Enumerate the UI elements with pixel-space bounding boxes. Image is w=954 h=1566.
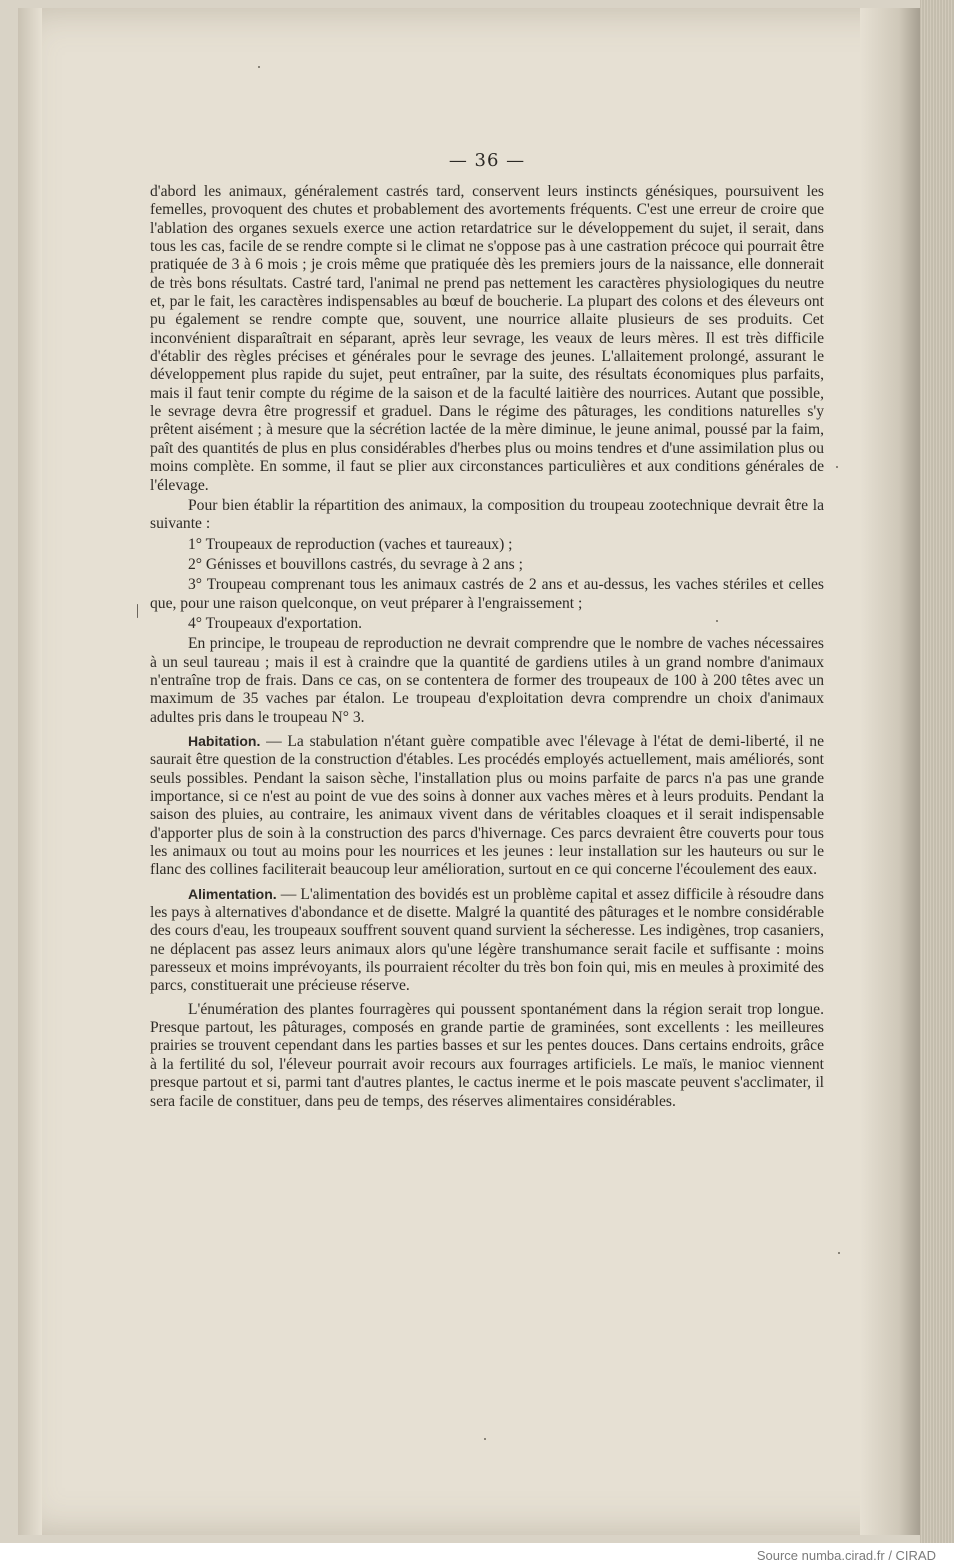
paragraph-forage-plants: L'énumération des plantes fourragères qui poussent spontanément dans la région serait trop longue. Presque partout, les pâturages, composés en grande partie de graminées, sont excellents : les meilleures prairies se trouvent cependant dans les parties basses et sur les pentes douces. Dans certains endroits, grâce à la fertilité du sol, l'éleveur pourrait avoir recours aux fourrages artificiels. Le maïs, le manioc viennent presque partout et si, parmi tant d'autres plantes, le cactus inerme et le pois mascate peuvent s'acclimater, il sera facile de constituer, dans peu de temps, des réserves alimentaires considérables. bbox=[150, 1000, 824, 1110]
habitation-text: — La stabulation n'étant guère compatible avec l'élevage à l'état de demi-liberté, il ne saurait être question de la construction d'étables. Les procédés employés actuellement, mais améliorés, sont seuls possibles. Pendant la saison sèche, l'installation plus ou moins parfaite de parcs n'a pas une grande importance, si ce n'est au point de vue des soins à donner aux vaches mères et à leurs produits. Pendant la saison des pluies, au contraire, les animaux vivent dans de véritables cloaques et il serait indispensable d'apporter plus de soin à la construction des parcs d'hivernage. Ces parcs devraient être couverts pour tous les animaux ou tout au moins pour les nourrices et les jeunes : leur installation sur les hauteurs ou sur le flanc des collines faciliterait beaucoup leur amélioration, surtout en ce qui concerne l'écoulement des eaux. bbox=[150, 732, 824, 879]
list-item-1: 1° Troupeaux de reproduction (vaches et taureaux) ; bbox=[188, 535, 513, 553]
paper-speck bbox=[484, 1438, 486, 1440]
paragraph-alimentation bbox=[150, 885, 824, 996]
source-credit: Source numba.cirad.fr / CIRAD bbox=[756, 1548, 936, 1563]
page-number: — 36 — bbox=[448, 150, 526, 171]
paper-speck bbox=[836, 466, 838, 468]
list-item-4: 4° Troupeaux d'exportation. bbox=[188, 614, 363, 632]
page-shadow-left bbox=[18, 8, 42, 1535]
paper-speck bbox=[258, 66, 260, 68]
alimentation-text: — L'alimentation des bovidés est un problème capital et assez difficile à résoudre dans les pays à alternatives d'abondance et de disette. Malgré la quantité des pâturages et le nombre considérable des cours d'eau, les troupeaux souffrent souvent quand survient la sécheresse. Les indigènes, trop casaniers, ne déplacent pas assez leurs animaux alors qu'une légère transhumance serait facile et suffisante : moins paresseux et moins imprévoyants, ils pourraient récolter du très bon foin qui, mis en meules à proximité des parcs, constituerait une précieuse réserve. bbox=[150, 885, 824, 995]
paragraph-reproduction-herd: En principe, le troupeau de reproduction ne devrait comprendre que le nombre de vaches nécessaires à un seul taureau ; mais il est à craindre que la quantité de gardiens utiles à un grand nombre d'animaux n'entraîne trop de frais. Dans ce cas, on se contentera de former des troupeaux de 100 à 200 têtes avec un maximum de 35 vaches par étalon. Le troupeau d'exploitation devra comprendre un choix d'animaux adultes pris dans le troupeau N° 3. bbox=[150, 635, 824, 726]
paper-mark bbox=[137, 604, 138, 618]
list-item-3: 3° Troupeau comprenant tous les animaux castrés de 2 ans et au-dessus, les vaches stériles et celles que, pour une raison quelconque, on veut préparer à l'engraissement ; bbox=[150, 576, 824, 612]
section-heading-alimentation: Alimentation. bbox=[188, 885, 277, 902]
section-heading-habitation: Habitation. bbox=[188, 732, 261, 749]
paragraph-herd-composition: Pour bien établir la répartition des animaux, la composition du troupeau zootechnique devrait être la suivante : bbox=[150, 496, 824, 533]
paragraph-weaning: d'abord les animaux, généralement castrés tard, conservent leurs instincts génésiques, poursuivent les femelles, provoquent des chutes et probablement des avortements fréquents. C'est une erreur de croire que l'ablation des organes sexuels exerce une action retardatrice sur le développement du sujet, il serait, dans tous les cas, facile de se rendre compte si le climat ne s'oppose pas à une castration précoce qui pourrait être pratiquée de 3 à 6 mois ; je crois même que pratiquée dès les premiers jours de la naissance, elle donnerait de très bons résultats. Castré tard, l'animal ne prend pas nettement les caractères physiologiques du neutre et, par le fait, les caractères indispensables au bœuf de boucherie. La plupart des colons et des éleveurs ont pu également se rendre compte que, souvent, une nourrice allaite plusieurs de ses produits. Cet inconvénient disparaîtrait en séparant, après leur sevrage, les veaux de leurs mères. Il est très difficile d'établir des règles précises et générales pour le sevrage des jeunes. L'allaitement prolongé, assurant le développement plus rapide du sujet, peut entraîner, par la suite, des résultats économiques plus parfaits, mais il faut tenir compte du régime de la saison et de la faculté laitière des nourrices. Autant que possible, le sevrage devra être progressif et graduel. Dans le régime des pâturages, les conditions naturelles s'y prêtent aisément ; à mesure que la sécrétion lactée de la mère diminue, le jeune animal, poussé par la faim, paît des quantités de plus en plus considérables d'herbes plus ou moins tendres et d'une assimilation plus ou moins complète. En somme, il faut se plier aux circonstances particulières et aux conditions générales de l'élevage. bbox=[150, 183, 824, 494]
body-text bbox=[150, 183, 824, 1111]
page-shadow-right bbox=[860, 8, 920, 1535]
paper-speck bbox=[838, 1252, 840, 1254]
list-item-2: 2° Génisses et bouvillons castrés, du sevrage à 2 ans ; bbox=[188, 555, 523, 573]
paragraph-habitation bbox=[150, 732, 824, 880]
book-fore-edge bbox=[920, 0, 954, 1543]
